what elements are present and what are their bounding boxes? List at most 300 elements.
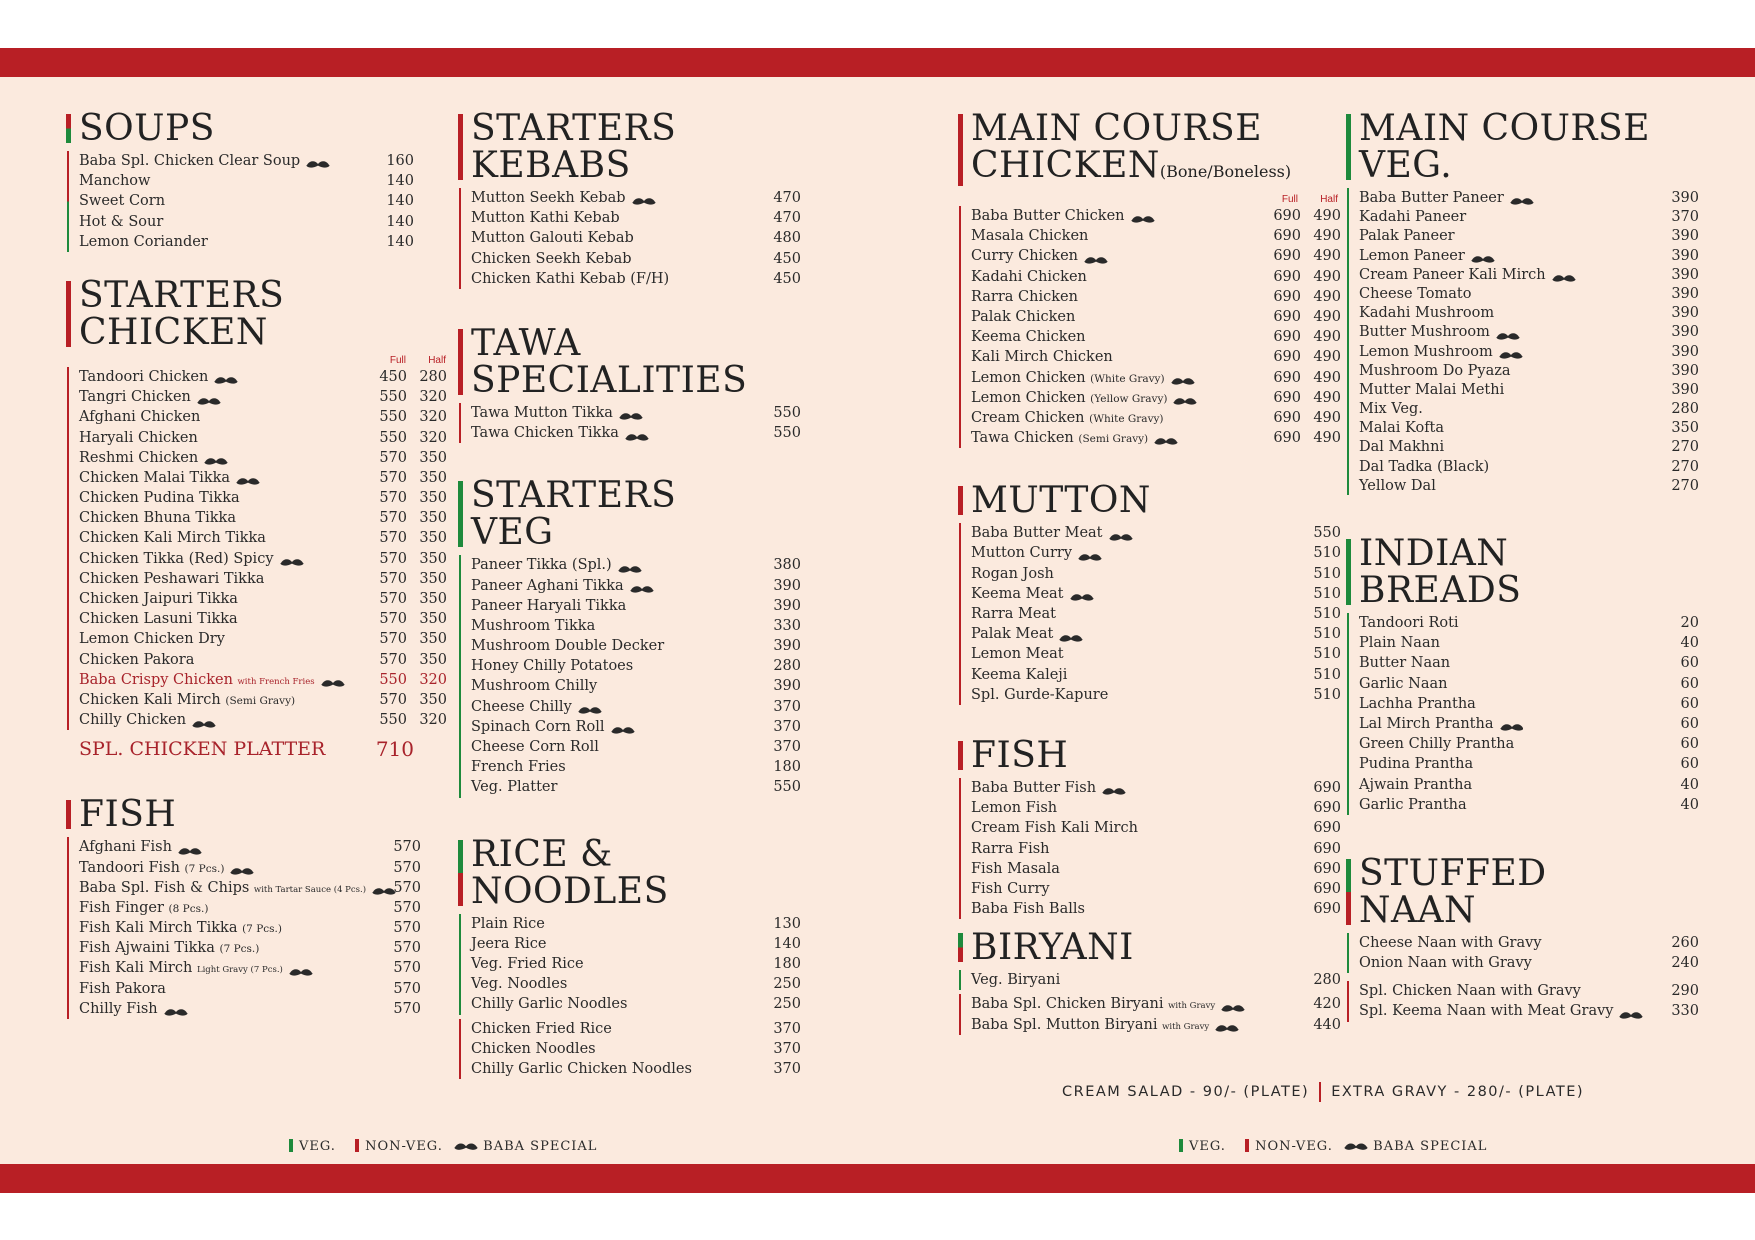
extra-gravy-text: EXTRA GRAVY - 280/- (PLATE) <box>1331 1084 1585 1100</box>
list-rule <box>459 403 461 443</box>
item-name-text: Baba Fish Balls <box>971 901 1085 918</box>
menu-item <box>471 1019 808 1039</box>
item-price: 60 <box>1680 736 1699 753</box>
moustache-icon <box>611 722 635 732</box>
menu-item <box>1359 613 1716 633</box>
section-soups <box>66 110 426 252</box>
item-name-text: Cream Chicken <box>971 409 1085 426</box>
moustache-icon <box>164 1004 188 1014</box>
item-name-text: Baba Butter Chicken <box>971 208 1125 224</box>
item-price: 550 <box>773 425 801 442</box>
item-name <box>79 958 313 980</box>
item-price: 370 <box>1671 209 1699 226</box>
nonveg-marker <box>958 486 963 515</box>
section-title <box>1346 110 1716 184</box>
item-price: 570 <box>393 960 421 977</box>
half-price: 490 <box>1313 268 1341 285</box>
half-price: 490 <box>1313 248 1341 265</box>
item-name <box>79 629 225 649</box>
item-name <box>1359 246 1495 266</box>
menu-item <box>1359 284 1716 303</box>
moustache-icon <box>578 702 602 712</box>
half-price: 490 <box>1313 288 1341 305</box>
item-name <box>1359 303 1494 323</box>
item-price: 390 <box>1671 324 1699 341</box>
item-name-text: Fish Pakora <box>79 980 166 997</box>
menu-item <box>971 839 1341 859</box>
item-name-text: Rarra Fish <box>971 840 1050 857</box>
item-name <box>79 690 295 711</box>
item-price: 390 <box>1671 305 1699 322</box>
item-name <box>471 596 626 616</box>
item-name-text: Rogan Josh <box>971 565 1054 582</box>
menu-item <box>471 596 808 616</box>
half-price: 320 <box>419 671 447 688</box>
menu-item <box>471 616 808 636</box>
full-price: 690 <box>1273 288 1301 305</box>
item-price: 450 <box>773 270 801 287</box>
section-fish-right <box>958 734 1341 919</box>
item-note: (Semi Gravy) <box>225 694 296 707</box>
veg-legend-label: VEG. <box>299 1139 336 1154</box>
item-price: 570 <box>393 980 421 997</box>
item-price: 390 <box>1671 381 1699 398</box>
moustache-icon <box>197 392 221 402</box>
full-half-header <box>66 354 446 367</box>
bottom-red-band <box>0 1164 1755 1193</box>
item-list <box>458 1019 808 1080</box>
item-name-text: Mutton Galouti Kebab <box>471 230 634 247</box>
menu-item <box>471 656 808 676</box>
menu-item <box>971 818 1341 838</box>
moustache-icon <box>236 473 260 483</box>
item-name <box>471 1059 692 1079</box>
item-note: with Gravy <box>1162 1021 1210 1032</box>
item-name <box>471 994 627 1014</box>
item-price: 280 <box>773 658 801 675</box>
top-red-band <box>0 48 1755 77</box>
item-name-text: Chicken Malai Tikka <box>79 469 231 486</box>
item-name-text: Lemon Chicken Dry <box>79 631 225 648</box>
menu-item <box>79 232 426 252</box>
title-text: NAAN <box>1359 889 1476 931</box>
menu-item <box>79 508 447 528</box>
half-price: 280 <box>419 368 447 385</box>
item-price: 270 <box>1671 439 1699 456</box>
half-label: Half <box>1320 194 1338 205</box>
full-price: 570 <box>379 691 407 708</box>
list-rule <box>959 778 961 919</box>
item-name-text: Baba Spl. Fish & Chips <box>79 879 250 896</box>
item-price: 180 <box>773 759 801 776</box>
moustache-icon <box>1131 211 1155 221</box>
item-name <box>971 1015 1239 1037</box>
moustache-icon <box>1084 251 1108 261</box>
item-name-text: Tawa Chicken Tikka <box>471 425 619 442</box>
item-name-text: Veg. Biryani <box>971 972 1061 989</box>
item-name-text: Paneer Aghani Tikka <box>471 577 624 594</box>
list-rule <box>459 914 461 1015</box>
item-price: 690 <box>1313 860 1341 877</box>
item-name <box>79 670 345 692</box>
section-title <box>66 274 426 353</box>
item-name <box>471 717 635 737</box>
full-price: 570 <box>379 591 407 607</box>
menu-item <box>471 423 808 443</box>
item-name <box>971 246 1108 266</box>
item-price: 390 <box>1671 247 1699 264</box>
menu-item <box>971 685 1341 705</box>
full-price: 570 <box>379 449 407 466</box>
item-price: 330 <box>1671 1003 1699 1020</box>
item-name-text: Baba Spl. Mutton Biryani <box>971 1016 1158 1033</box>
item-price: 690 <box>1313 820 1341 837</box>
item-name <box>1359 694 1476 714</box>
item-name-text: Tandoori Fish <box>79 859 180 876</box>
item-name <box>79 999 188 1019</box>
column-1 <box>66 108 447 1019</box>
item-name-text: Yellow Dal <box>1359 477 1436 494</box>
menu-item <box>1359 322 1716 341</box>
veg-marker <box>1346 539 1351 605</box>
item-note: (7 Pcs.) <box>184 862 225 875</box>
half-price: 320 <box>419 409 447 426</box>
item-price: 280 <box>1313 972 1341 989</box>
item-name <box>79 898 208 919</box>
item-price: 690 <box>1313 840 1341 857</box>
veg-nonveg-marker <box>458 840 463 906</box>
section-main-chicken <box>958 108 1341 448</box>
menu-item <box>79 958 426 978</box>
item-price: 180 <box>773 955 801 972</box>
item-note: Light Gravy (7 Pcs.) <box>196 965 283 976</box>
list-rule <box>459 1019 461 1080</box>
item-price: 390 <box>773 638 801 655</box>
moustache-icon <box>1510 193 1534 203</box>
menu-item <box>971 347 1341 367</box>
section-biryani <box>958 927 1341 1035</box>
menu-item <box>79 837 426 857</box>
item-name-text: Cream Paneer Kali Mirch <box>1359 266 1546 283</box>
item-name <box>971 644 1064 664</box>
list-rule <box>1347 933 1349 973</box>
moustache-icon <box>192 715 216 725</box>
item-name <box>971 388 1197 409</box>
list-rule <box>67 151 69 252</box>
item-name <box>79 858 254 879</box>
moustache-icon <box>625 428 649 438</box>
item-list <box>958 523 1341 705</box>
veg-legend-label: VEG. <box>1189 1139 1226 1154</box>
menu-item <box>971 644 1341 664</box>
list-rule <box>1347 981 1349 1021</box>
half-price: 350 <box>419 631 447 648</box>
moustache-icon <box>1221 999 1245 1009</box>
item-name <box>471 616 595 636</box>
menu-item <box>971 327 1341 347</box>
full-price: 690 <box>1273 369 1301 386</box>
item-price: 570 <box>393 839 421 856</box>
item-name-text: Hot & Sour <box>79 213 164 230</box>
item-name <box>79 232 208 252</box>
section-title <box>458 833 808 912</box>
moustache-icon <box>1102 783 1126 793</box>
item-price: 130 <box>773 915 801 932</box>
item-name-text: Sweet Corn <box>79 193 166 210</box>
item-list <box>1346 188 1716 495</box>
moustache-icon <box>1499 347 1523 357</box>
menu-item <box>1359 207 1716 226</box>
item-name-text: Dal Tadka (Black) <box>1359 458 1490 475</box>
moustache-icon <box>1154 433 1178 443</box>
nonveg-marker <box>458 329 463 395</box>
full-price: 550 <box>379 389 407 406</box>
menu-item <box>971 859 1341 879</box>
item-name <box>79 710 216 730</box>
item-name-text: Butter Mushroom <box>1359 324 1490 341</box>
item-name-text: Mushroom Tikka <box>471 617 596 634</box>
menu-item <box>79 488 447 508</box>
item-name <box>1359 775 1472 795</box>
item-price: 510 <box>1313 565 1341 582</box>
item-name-text: Mutton Seekh Kebab <box>471 190 626 206</box>
item-price: 240 <box>1671 955 1699 972</box>
item-price: 370 <box>773 718 801 735</box>
item-price: 60 <box>1680 655 1699 672</box>
item-name-text: Mushroom Chilly <box>471 678 598 695</box>
item-price: 160 <box>386 153 414 169</box>
item-name <box>79 508 236 528</box>
nonveg-marker <box>458 114 463 180</box>
item-name <box>1359 188 1534 208</box>
section-rice-noodles <box>458 833 808 1080</box>
item-name-text: Keema Kaleji <box>971 666 1068 683</box>
item-name-text: Onion Naan with Gravy <box>1359 955 1532 972</box>
menu-item <box>1359 342 1716 361</box>
menu-item <box>971 778 1341 798</box>
item-price: 470 <box>773 210 801 227</box>
menu-item <box>971 523 1341 543</box>
item-name-text: Baba Spl. Chicken Biryani <box>971 996 1164 1013</box>
nonveg-marker <box>958 114 963 186</box>
item-name-text: French Fries <box>471 759 566 776</box>
menu-item <box>471 994 808 1014</box>
item-name-text: Lal Mirch Prantha <box>1359 715 1494 732</box>
item-name <box>971 818 1138 838</box>
menu-item <box>1359 981 1716 1001</box>
title-text: SPECIALITIES <box>471 359 748 401</box>
section-breads <box>1346 535 1716 815</box>
item-name <box>471 576 654 596</box>
item-price: 60 <box>1680 715 1699 732</box>
item-name-text: Baba Butter Meat <box>971 525 1103 542</box>
item-note: (Yellow Gravy) <box>1090 392 1168 405</box>
item-price: 370 <box>773 739 801 755</box>
item-name-text: Plain Rice <box>471 915 545 932</box>
item-name-text: Manchow <box>79 173 151 190</box>
moustache-icon <box>230 863 254 873</box>
menu-item <box>471 636 808 656</box>
menu-item <box>971 408 1341 428</box>
moustache-icon <box>1619 1006 1643 1016</box>
item-name <box>971 523 1133 543</box>
item-price: 60 <box>1680 675 1699 692</box>
item-name-text: Chicken Bhuna Tikka <box>79 510 236 527</box>
item-name <box>1359 265 1576 285</box>
list-rule <box>459 188 461 289</box>
menu-item <box>1359 933 1716 953</box>
full-price: 570 <box>379 469 407 486</box>
item-price: 40 <box>1680 796 1699 813</box>
menu-item <box>1359 953 1716 973</box>
section-title <box>66 110 426 147</box>
menu-item <box>79 387 447 407</box>
item-name <box>79 528 266 548</box>
item-name-text: Fish Kali Mirch Tikka <box>79 920 238 937</box>
item-name-text: Spl. Chicken Naan with Gravy <box>1359 983 1581 1000</box>
half-price: 350 <box>419 570 447 587</box>
item-name <box>471 423 649 443</box>
item-name <box>79 609 238 629</box>
section-title <box>958 480 1318 522</box>
item-name-text: Veg. Platter <box>471 779 558 796</box>
item-name <box>1359 207 1466 227</box>
half-price: 320 <box>419 712 447 729</box>
nonveg-legend-label: NON-VEG. <box>365 1139 443 1154</box>
menu-item <box>1359 775 1716 795</box>
item-name <box>79 878 396 900</box>
item-price: 390 <box>1671 190 1699 206</box>
moustache-icon <box>1173 393 1197 403</box>
item-price: 390 <box>1671 343 1699 360</box>
item-name-text: Kali Mirch Chicken <box>971 349 1113 366</box>
item-price: 690 <box>1313 779 1341 796</box>
item-name <box>1359 714 1524 734</box>
menu-item <box>1359 1001 1716 1021</box>
half-price: 490 <box>1313 369 1341 386</box>
menu-item <box>971 543 1341 563</box>
moustache-icon <box>454 1142 478 1152</box>
full-price: 570 <box>379 631 407 648</box>
spl-chicken-platter <box>66 734 426 764</box>
menu-item <box>1359 226 1716 245</box>
item-price: 140 <box>386 233 414 250</box>
menu-item <box>471 1059 808 1079</box>
item-name-text: Haryali Chicken <box>79 429 198 446</box>
half-price: 350 <box>419 550 447 567</box>
menu-item <box>79 468 447 488</box>
menu-item <box>1359 399 1716 418</box>
item-name-text: Chicken Pakora <box>79 651 195 668</box>
item-name-text: Lemon Coriander <box>79 233 208 250</box>
item-name-text: Fish Ajwaini Tikka <box>79 940 215 957</box>
item-name-text: Tandoori Roti <box>1359 615 1459 631</box>
item-name-text: Chicken Fried Rice <box>471 1020 612 1037</box>
item-name <box>471 914 545 934</box>
veg-marker <box>1346 114 1351 180</box>
section-title <box>458 110 808 184</box>
full-price: 690 <box>1273 430 1301 447</box>
menu-item <box>1359 795 1716 815</box>
section-title <box>958 927 1318 969</box>
item-price: 690 <box>1313 880 1341 897</box>
menu-item <box>79 528 447 548</box>
menu-item <box>79 918 426 938</box>
menu-item <box>471 555 808 575</box>
veg-nonveg-marker <box>958 933 963 962</box>
item-name <box>471 737 599 757</box>
menu-item <box>471 954 808 974</box>
full-price: 450 <box>379 368 407 385</box>
title-text: VEG <box>471 512 554 554</box>
item-price: 380 <box>773 557 801 574</box>
item-price: 510 <box>1313 606 1341 622</box>
menu-item <box>971 624 1341 644</box>
full-price: 570 <box>379 570 407 587</box>
moustache-icon <box>1059 629 1083 639</box>
item-price: 390 <box>1671 228 1699 245</box>
item-name <box>1359 226 1455 246</box>
item-name <box>79 387 221 407</box>
item-note: with Gravy <box>1168 1001 1216 1012</box>
item-name-text: Chicken Lasuni Tikka <box>79 611 238 628</box>
moustache-icon <box>618 560 642 570</box>
full-price: 690 <box>1273 208 1301 224</box>
item-list <box>458 555 808 797</box>
item-name-text: Jeera Rice <box>471 935 547 952</box>
item-name-text: Malai Kofta <box>1359 420 1445 437</box>
item-name <box>1359 613 1459 633</box>
half-price: 490 <box>1313 308 1341 325</box>
item-list <box>458 403 808 443</box>
half-price: 320 <box>419 389 447 406</box>
item-price: 450 <box>773 250 801 267</box>
item-price: 510 <box>1313 686 1341 703</box>
item-name <box>471 1039 596 1059</box>
half-price: 350 <box>419 651 447 668</box>
item-name-text: Tandoori Chicken <box>79 368 209 385</box>
item-name <box>471 656 633 676</box>
list-rule <box>959 994 961 1034</box>
item-name-text: Cream Fish Kali Mirch <box>971 820 1138 837</box>
item-name <box>1359 674 1447 694</box>
item-name <box>79 938 259 959</box>
moustache-icon <box>1215 1020 1239 1030</box>
title-text: INDIAN <box>1359 533 1509 574</box>
item-name <box>471 636 664 656</box>
item-name-text: Lemon Fish <box>971 800 1058 817</box>
half-price: 320 <box>419 429 447 446</box>
full-price: 690 <box>1273 409 1301 426</box>
item-name <box>79 171 150 191</box>
menu-item <box>971 1015 1341 1035</box>
item-name <box>471 403 643 423</box>
item-name-text: Baba Spl. Chicken Clear Soup <box>79 153 301 169</box>
item-name <box>79 212 163 232</box>
item-note: (8 Pcs.) <box>168 902 209 915</box>
menu-item <box>971 584 1341 604</box>
item-name <box>79 367 238 387</box>
item-price: 480 <box>773 230 801 247</box>
item-name-text: Mutton Kathi Kebab <box>471 210 620 227</box>
menu-item <box>1359 380 1716 399</box>
item-list <box>66 151 426 252</box>
item-name-text: Chicken Tikka (Red) Spicy <box>79 550 274 567</box>
item-name <box>971 564 1054 584</box>
special-legend-label: BABA SPECIAL <box>483 1139 598 1154</box>
title-text: CHICKEN <box>79 311 268 353</box>
item-list <box>1346 933 1716 973</box>
